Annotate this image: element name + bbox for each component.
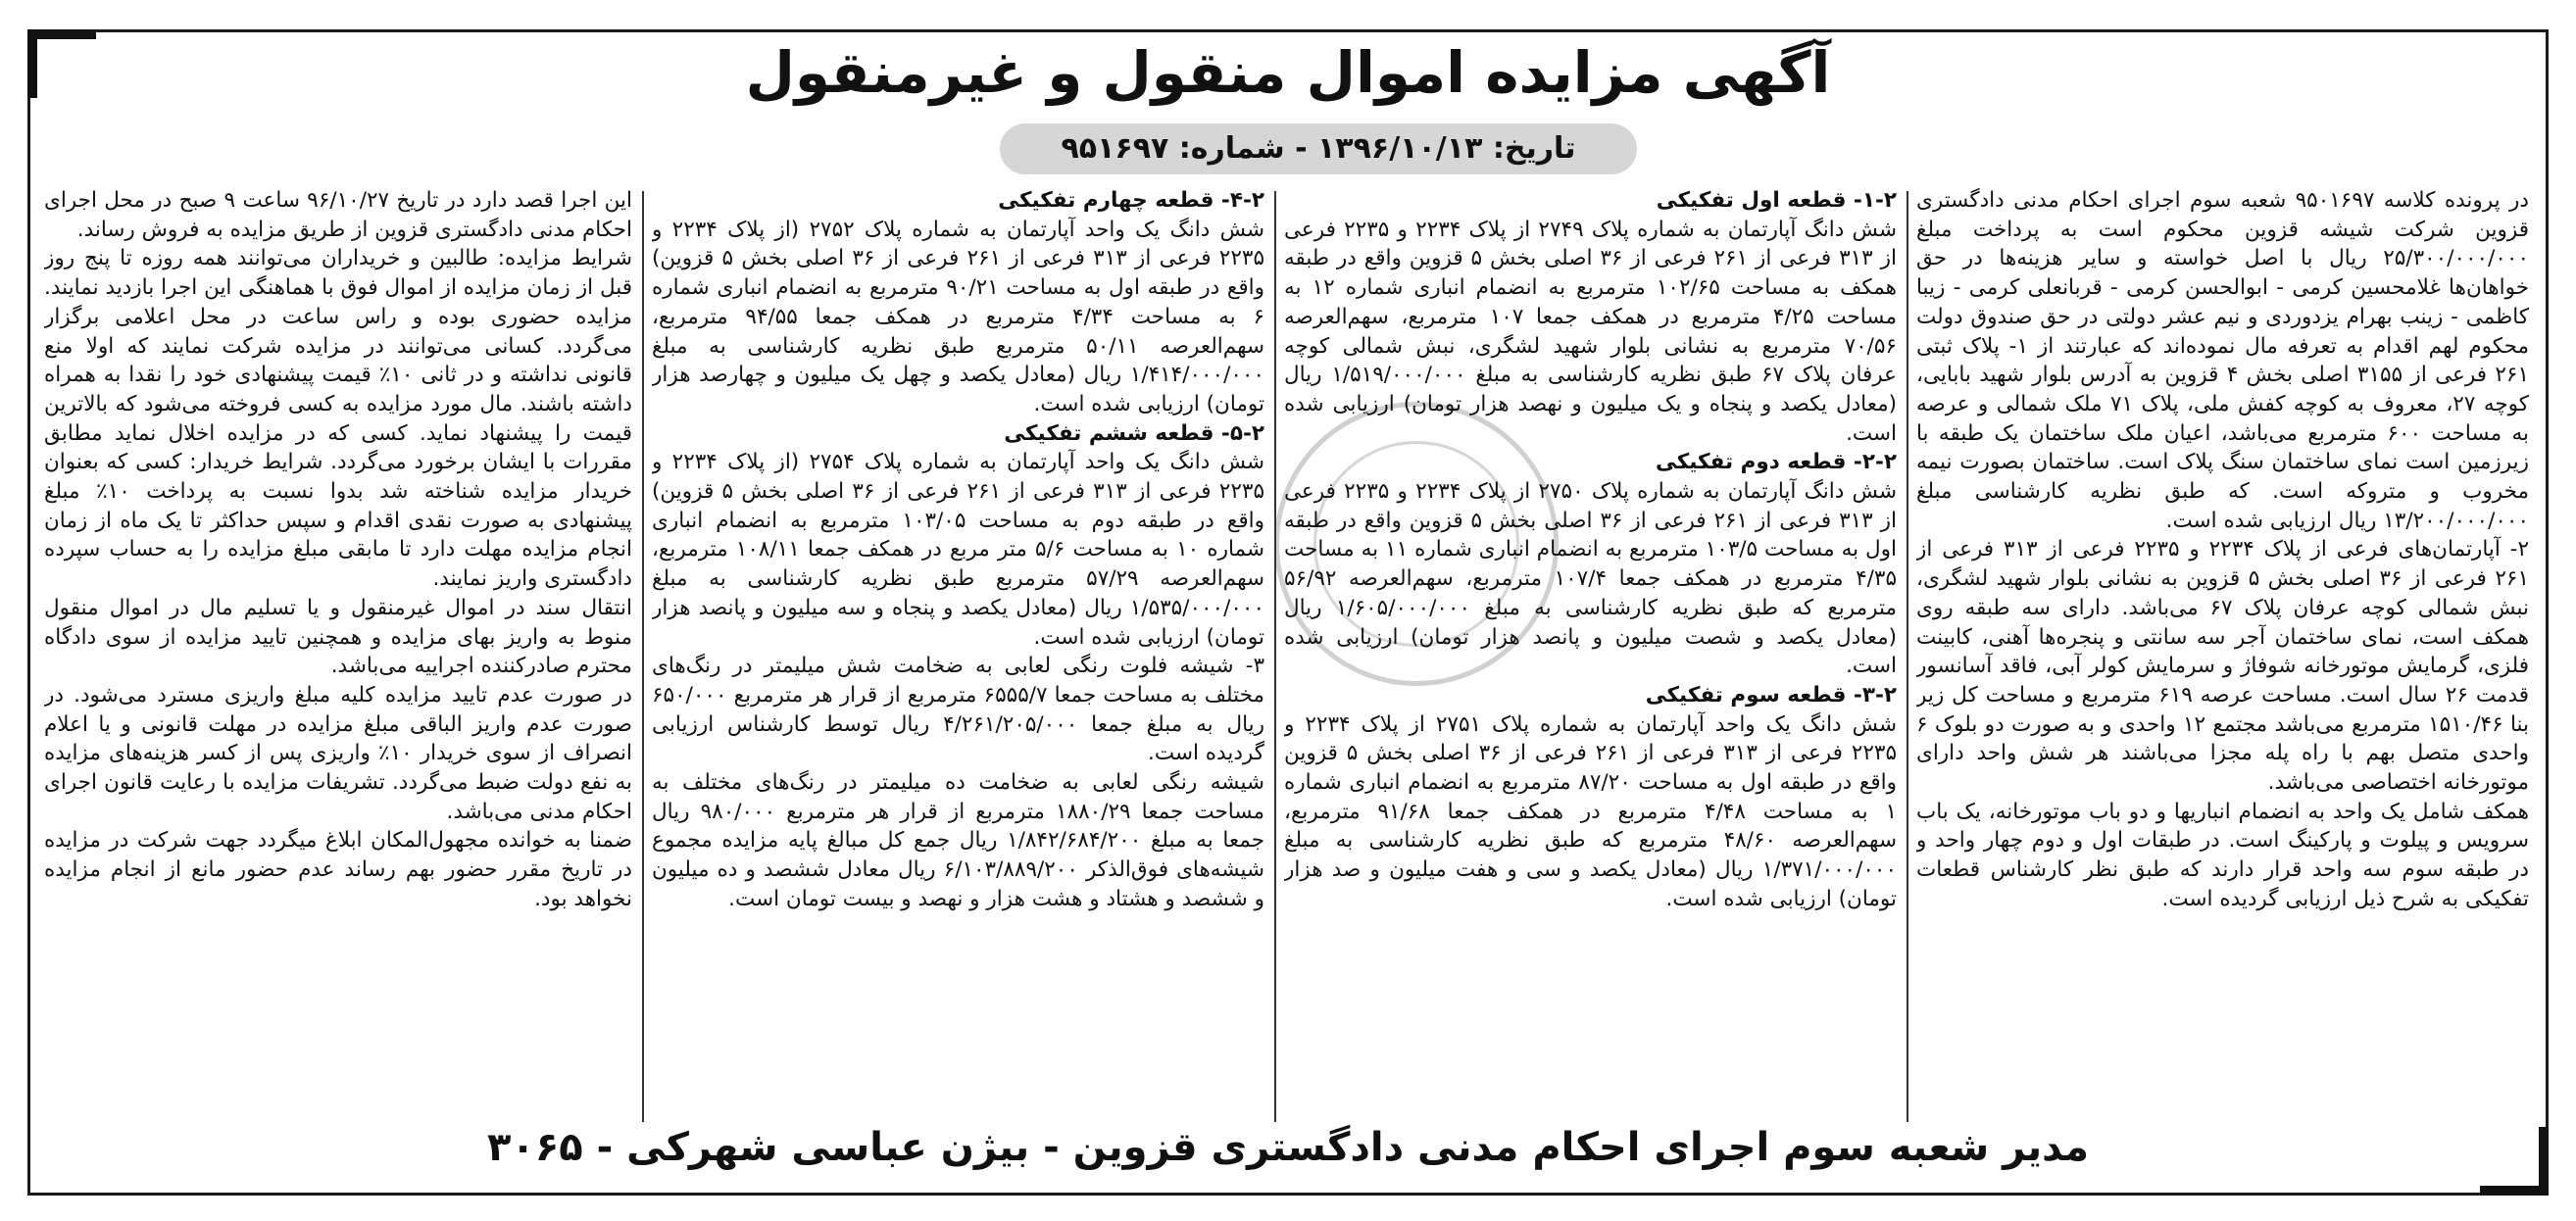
section-heading: ۴-۲- قطعه چهارم تفکیکی [998, 188, 1264, 213]
paragraph: شرایط مزایده: طالبین و خریداران می‌توانند همه روزه تا پنج روز قبل از زمان مزایده از اموال فوق با هماهنگی این اجرا بازدید نمایند. مزایده حضوری بوده و راس ساعت در محل اعلامی برگزار می‌گردد. کسانی می‌توانند در مزایده شرکت نمایند که اولا منع قانونی نداشته و در ثانی ۱۰٪ قیمت پیشنهادی خود را نقدا به همراه داشته باشند. مال مورد مزایده به کسی فروخته می‌شود که بالاترین قیمت را پیشنهاد نماید. کسی که در مزایده اخلال نماید مطابق مقررات با ایشان برخورد می‌گردد. شرایط خریدار: کسی که بعنوان خریدار مزایده شناخته شد بدوا نسبت به پرداخت ۱۰٪ مبلغ پیشنهادی به صورت نقدی اقدام و سپس حداکثر تا یک ماه از زمان انجام مزایده مهلت دارد تا مابقی مبلغ مزایده را به حساب سپرده دادگستری واریز نمایند. [44, 246, 632, 592]
paragraph: در صورت عدم تایید مزایده کلیه مبلغ واریزی مسترد می‌شود. در صورت عدم واریز الباقی مبلغ مزایده در مهلت قانونی و یا اعلام انصراف از سوی خریدار ۱۰٪ واریزی پس از کسر هزینه‌های مزایده به نفع دولت ضبط می‌گردد. تشریفات مزایده با رعایت قانون اجرای احکام مدنی می‌باشد. [44, 682, 632, 824]
section-heading: ۱-۲- قطعه اول تفکیکی [1656, 188, 1897, 213]
paragraph: ضمنا به خوانده مجهول‌المکان ابلاغ میگردد جهت شرکت در مزایده در تاریخ مقرر حضور بهم رساند عدم حضور مانع از انجام مزایده نخواهد بود. [44, 828, 632, 911]
column-divider [1274, 191, 1276, 1122]
paragraph: شیشه رنگی لعابی به ضخامت ده میلیمتر در رنگ‌های مختلف به مساحت جمعا ۱۸۸۰/۲۹ مترمربع از قرار هر مترمربع ۹۸۰/۰۰۰ ریال جمعا به مبلغ ۱/۸۴۲/۶۸۴/۲۰۰ ریال جمع کل مبالغ پایه مزایده مجموع شیشه‌های فوق‌الذکر ۶/۱۰۳/۸۸۹/۲۰۰ ریال معادل ششصد و ده میلیون و ششصد و هشتاد و هشت هزار و نهصد و بیست تومان است. [652, 770, 1264, 911]
notice-title: آگهی مزایده اموال منقول و غیرمنقول [745, 39, 1831, 106]
signature-line: مدیر شعبه سوم اجرای احکام مدنی دادگستری قزوین - بیژن عباسی شهرکی - ۳۰۶۵ [487, 1125, 2089, 1170]
column-2 [1284, 186, 1897, 1127]
paragraph: شش دانگ آپارتمان به شماره پلاک ۲۷۵۰ از پلاک ۲۲۳۴ و ۲۲۳۵ فرعی از ۳۱۳ فرعی از ۲۶۱ فرعی از ۳۶ اصلی بخش ۵ قزوین واقع در طبقه اول به مساحت ۱۰۳/۵ مترمربع به انضمام انباری شماره ۱۱ به مساحت ۴/۳۵ مترمربع در همکف جمعا ۱۰۷/۴ مترمربع، سهم‌العرصه ۵۶/۹۲ مترمربع که طبق نظریه کارشناسی به مبلغ ۱/۶۰۵/۰۰۰/۰۰۰ ریال (معادل یکصد و شصت میلیون و پانصد هزار تومان) ارزیابی شده است. [1284, 479, 1897, 679]
paragraph: در پرونده کلاسه ۹۵۰۱۶۹۷ شعبه سوم اجرای احکام مدنی دادگستری قزوین شرکت شیشه قزوین محکوم است به پرداخت مبلغ ۲۵/۳۰۰/۰۰۰/۰۰۰ ریال با اصل خواسته و سایر هزینه‌ها در حق خواهان‌ها غلامحسین کرمی - ابوالحسن کرمی - قربانعلی کرمی - زیبا کاظمی - زینب بهرام یزدوردی و نیم عشر دولتی در حق صندوق دولت محکوم لهم اقدام به تعرفه مال نموده‌اند که عبارتند از ۱- پلاک ثبتی ۲۶۱ فرعی از ۳۱۵۵ اصلی بخش ۴ قزوین به آدرس بلوار شهید بابایی، کوچه ۲۷، معروف به کوچه کفش ملی، پلاک ۷۱ ملک شمالی و عرصه به مساحت ۶۰۰ مترمربع می‌باشد، اعیان ملک ساختمان یک طبقه با زیرزمین است نمای ساختمان سنگ پلاک است. ساختمان بصورت نیمه مخروب و متروکه است. که طبق نظریه کارشناسی مبلغ ۱۳/۲۰۰/۰۰۰/۰۰۰ ریال ارزیابی شده است. [1916, 188, 2529, 533]
section-heading: ۳-۲- قطعه سوم تفکیکی [1645, 682, 1897, 708]
column-4 [44, 186, 632, 1127]
paragraph: ۲- آپارتمان‌های فرعی از پلاک ۲۲۳۴ و ۲۲۳۵ فرعی از ۳۱۳ فرعی از ۲۶۱ فرعی از ۳۶ اصلی بخش ۵ قزوین به نشانی بلوار شهید لشگری، نبش شمالی کوچه عرفان پلاک ۶۷ می‌باشد. دارای سه طبقه روی همکف است، نمای ساختمان آجر سه سانتی و پنجره‌ها آهنی، کابینت فلزی، گرمایش موتورخانه شوفاژ و سرمایش کولر آبی، فاقد آسانسور قدمت ۲۶ سال است. مساحت عرصه ۶۱۹ مترمربع و مساحت کل زیر بنا ۱۵۱۰/۴۶ مترمربع می‌باشد مجتمع ۱۲ واحدی و به صورت دو بلوک ۶ واحدی متصل بهم با راه پله مجزا می‌باشند هر شش واحد دارای موتورخانه اختصاصی می‌باشد. [1916, 537, 2529, 796]
paragraph: شش دانگ یک واحد آپارتمان به شماره پلاک ۲۷۵۱ از پلاک ۲۲۳۴ و ۲۲۳۵ فرعی از ۳۱۳ فرعی از ۲۶۱ فرعی از ۳۶ اصلی بخش ۵ قزوین واقع در طبقه اول به مساحت ۸۷/۲۰ مترمربع به انضمام انباری شماره ۱ به مساحت ۴/۴۸ مترمربع در همکف جمعا ۹۱/۶۸ مترمربع، سهم‌العرصه ۴۸/۶۰ مترمربع که طبق نظریه کارشناسی به مبلغ ۱/۳۷۱/۰۰۰/۰۰۰ ریال (معادل یکصد و سی و هفت میلیون و صد هزار تومان) ارزیابی شده است. [1284, 711, 1897, 911]
paragraph: ۳- شیشه فلوت رنگی لعابی به ضخامت شش میلیمتر در رنگ‌های مختلف به مساحت جمعا ۶۵۵۵/۷ مترمربع از قرار هر مترمربع ۶۵۰/۰۰۰ ریال به مبلغ جمعا ۴/۲۶۱/۲۰۵/۰۰۰ ریال توسط کارشناس ارزیابی گردیده است. [652, 654, 1264, 766]
paragraph: انتقال سند در اموال غیرمنقول و یا تسلیم مال در اموال منقول منوط به واریز بهای مزایده و همچنین تایید مزایده از سوی دادگاه محترم صادرکننده اجراییه می‌باشد. [44, 595, 632, 679]
section-heading: ۲-۲- قطعه دوم تفکیکی [1656, 450, 1897, 475]
paragraph: شش دانگ یک واحد آپارتمان به شماره پلاک ۲۷۵۴ (از پلاک ۲۲۳۴ و ۲۲۳۵ فرعی از ۳۱۳ فرعی از ۲۶۱ فرعی از ۳۶ اصلی بخش ۵ قزوین) واقع در طبقه دوم به مساحت ۱۰۳/۰۵ مترمربع به انضمام انباری شماره ۱۰ به مساحت ۵/۶ متر مربع در همکف جمعا ۱۰۸/۱۱ مترمربع، سهم‌العرصه ۵۷/۲۹ مترمربع طبق نظریه کارشناسی به مبلغ ۱/۵۳۵/۰۰۰/۰۰۰ ریال (معادل یکصد و پنجاه و سه میلیون و پانصد هزار تومان) ارزیابی شده است. [652, 450, 1264, 650]
section-heading: ۵-۲- قطعه ششم تفکیکی [1004, 420, 1264, 446]
column-divider [1907, 191, 1908, 1122]
paragraph: شش دانگ آپارتمان به شماره پلاک ۲۷۴۹ از پلاک ۲۲۳۴ و ۲۲۳۵ فرعی از ۳۱۳ فرعی از ۲۶۱ فرعی از ۳۶ اصلی بخش ۵ قزوین واقع در طبقه همکف به مساحت ۱۰۲/۶۵ مترمربع به انضمام انباری شماره ۱۲ به مساحت ۴/۲۵ مترمربع در همکف جمعا ۱۰۷ مترمربع، سهم‌العرصه ۷۰/۵۶ مترمربع به نشانی بلوار شهید لشگری، نبش شمالی کوچه عرفان پلاک ۶۷ طبق نظریه کارشناسی به مبلغ ۱/۵۱۹/۰۰۰/۰۰۰ ریال (معادل یکصد و پنجاه و یک میلیون و نهصد هزار تومان) ارزیابی شده است. [1284, 217, 1897, 446]
column-divider [642, 191, 644, 1122]
column-1 [1916, 186, 2529, 1127]
date-number-badge: تاریخ: ۱۳۹۶/۱۰/۱۳ - شماره: ۹۵۱۶۹۷ [1000, 123, 1637, 174]
paragraph: همکف شامل یک واحد به انضمام انباریها و دو باب موتورخانه، یک باب سرویس و پیلوت و پارکینگ است. در طبقات اول و دوم چهار واحد و در طبقه سوم سه واحد قرار دارند که طبق نظر کارشناس قطعات تفکیکی به شرح ذیل ارزیابی گردیده است. [1916, 799, 2529, 911]
paragraph: شش دانگ یک واحد آپارتمان به شماره پلاک ۲۷۵۲ (از پلاک ۲۲۳۴ و ۲۲۳۵ فرعی از ۳۱۳ فرعی از ۲۶۱ فرعی از ۳۶ اصلی بخش ۵ قزوین) واقع در طبقه اول به مساحت ۹۰/۲۱ مترمربع به انضمام انباری شماره ۶ به مساحت ۴/۳۴ مترمربع در همکف جمعا ۹۴/۵۵ مترمربع، سهم‌العرصه ۵۰/۱۱ مترمربع طبق نظریه کارشناسی به مبلغ ۱/۴۱۴/۰۰۰/۰۰۰ ریال (معادل یکصد و چهل یک میلیون و چهارصد هزار تومان) ارزیابی شده است. [652, 217, 1264, 416]
column-3 [652, 186, 1264, 1127]
paragraph: این اجرا قصد دارد در تاریخ ۹۶/۱۰/۲۷ ساعت ۹ صبح در محل اجرای احکام مدنی دادگستری قزوین از طریق مزایده به فروش رساند. [44, 188, 632, 242]
